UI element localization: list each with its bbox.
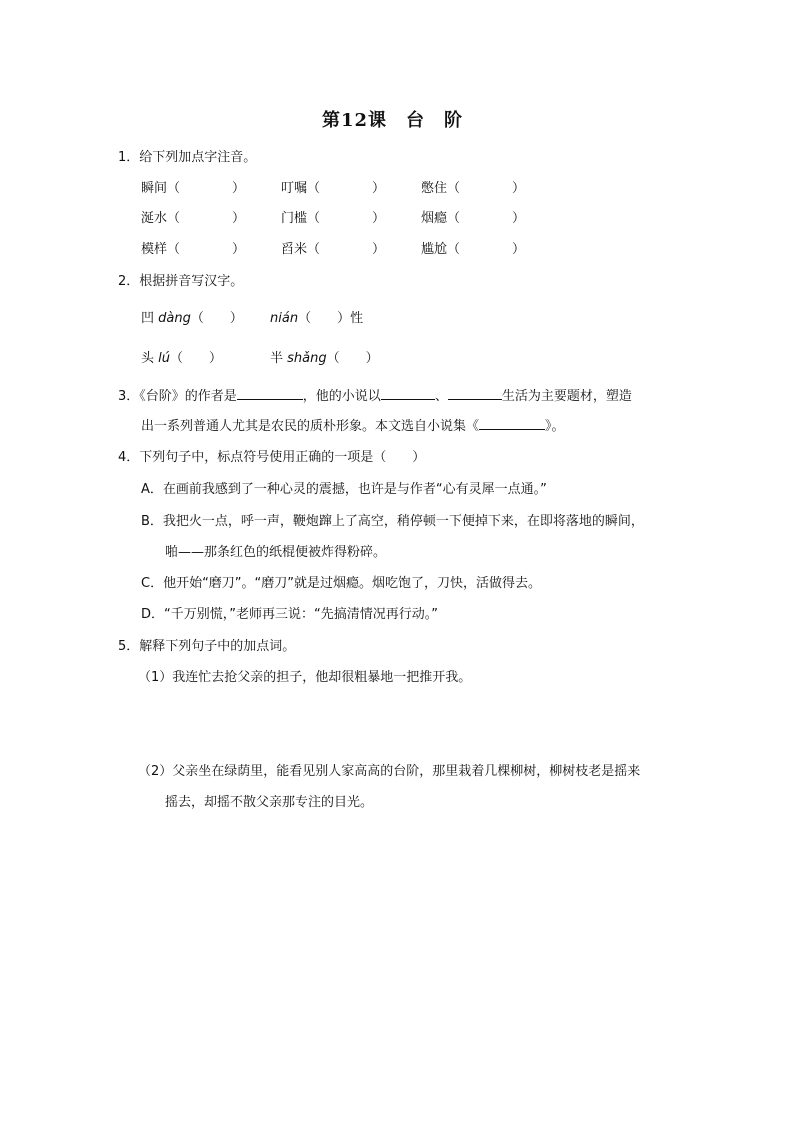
q3-text: 》。 [545,419,565,434]
q2-paren[interactable]: （ ） [190,311,243,326]
q2-char: 凹 [141,311,159,326]
q1-word: 涎水 [141,211,168,226]
q2-paren[interactable]: （ ） [170,351,223,366]
q3-text: ，他的小说以 [302,389,381,404]
q1-stem: 1．给下列加点字注音。 [118,150,257,165]
q2-pinyin: lú [158,351,170,366]
q1-paren[interactable]: （ ） [447,181,526,196]
q1-paren[interactable]: （ ） [307,211,386,226]
q2-pinyin: dàng [158,311,191,326]
q1-word: 叮嘱 [281,181,308,196]
q2-paren[interactable]: （ ） [298,311,351,326]
q2-char: 性 [350,311,364,326]
q2-stem: 2．根据拼音写汉字。 [118,274,244,289]
q4-option-d[interactable]: D．“千万别慌，”老师再三说：“先搞清情况再行动。” [141,607,438,622]
q4-stem: 4．下列句子中，标点符号使用正确的一项是（ ） [118,450,426,465]
q3-line-2 [141,415,565,434]
q1-paren[interactable]: （ ） [167,242,246,257]
q1-word-2-3 [421,207,525,226]
q1-word: 憋住 [421,181,448,196]
q3-text: 生活为主要题材，塑造 [501,389,632,404]
q1-word: 尴尬 [421,242,448,257]
author-blank[interactable] [237,387,303,400]
q3-line-1 [118,385,632,404]
q2-item-1 [141,307,243,326]
q2-item-3 [141,347,222,366]
q2-pinyin: nián [270,311,299,326]
q3-text: 《台阶》的作者是 [139,389,237,404]
q1-word-3-2 [281,238,385,257]
q1-word-1-1 [141,177,245,196]
q1-paren[interactable]: （ ） [447,242,526,257]
collection-blank[interactable] [479,417,545,430]
q3-num: 3． [118,389,140,404]
q1-word: 舀米 [281,242,308,257]
q1-word-3-3 [421,238,525,257]
q2-item-4 [270,347,379,366]
q1-paren[interactable]: （ ） [307,181,386,196]
q5-sentence-2: （2）父亲坐在绿荫里，能看见别人家高高的台阶，那里栽着几棵柳树，柳树枝老是摇来 [138,764,641,779]
q1-word-1-2 [281,177,385,196]
theme-blank-2[interactable] [448,387,502,400]
theme-blank-1[interactable] [381,387,435,400]
q1-word: 模样 [141,242,168,257]
q4-option-a[interactable]: A．在画前我感到了一种心灵的震撼，也许是与作者“心有灵犀一点通。” [141,482,547,497]
q4-option-b-cont: 啪——那条红色的纸棍便被炸得粉碎。 [165,545,387,560]
q5-sentence-1: （1）我连忙去抢父亲的担子，他却很粗暴地一把推开我。 [138,670,472,685]
q1-word-3-1 [141,238,245,257]
q5-sentence-2-cont: 摇去，却摇不散父亲那专注的目光。 [165,795,374,810]
q1-paren[interactable]: （ ） [167,181,246,196]
q1-paren[interactable]: （ ） [447,211,526,226]
page-title: 第12课 台 阶 [322,110,464,131]
q1-word-1-3 [421,177,525,196]
q3-text: 、 [434,389,448,404]
q2-char: 半 [270,351,288,366]
q3-text: 出一系列普通人尤其是农民的质朴形象。本文选自小说集《 [141,419,480,434]
q1-word: 烟瘾 [421,211,448,226]
q2-char: 头 [141,351,159,366]
q4-option-b[interactable]: B．我把火一点，呼一声，鞭炮蹿上了高空，稍停顿一下便掉下来，在即将落地的瞬间， [141,514,644,529]
q2-paren[interactable]: （ ） [326,351,379,366]
q1-word-2-2 [281,207,385,226]
q2-item-2 [270,307,363,326]
q1-paren[interactable]: （ ） [307,242,386,257]
q2-pinyin: shǎng [287,351,327,366]
q1-word-2-1 [141,207,245,226]
q1-word: 门槛 [281,211,308,226]
q4-option-c[interactable]: C．他开始“磨刀”。“磨刀”就是过烟瘾。烟吃饱了，刀快，活做得去。 [141,576,542,591]
q1-paren[interactable]: （ ） [167,211,246,226]
q5-stem: 5．解释下列句子中的加点词。 [118,639,296,654]
q1-word: 瞬间 [141,181,168,196]
